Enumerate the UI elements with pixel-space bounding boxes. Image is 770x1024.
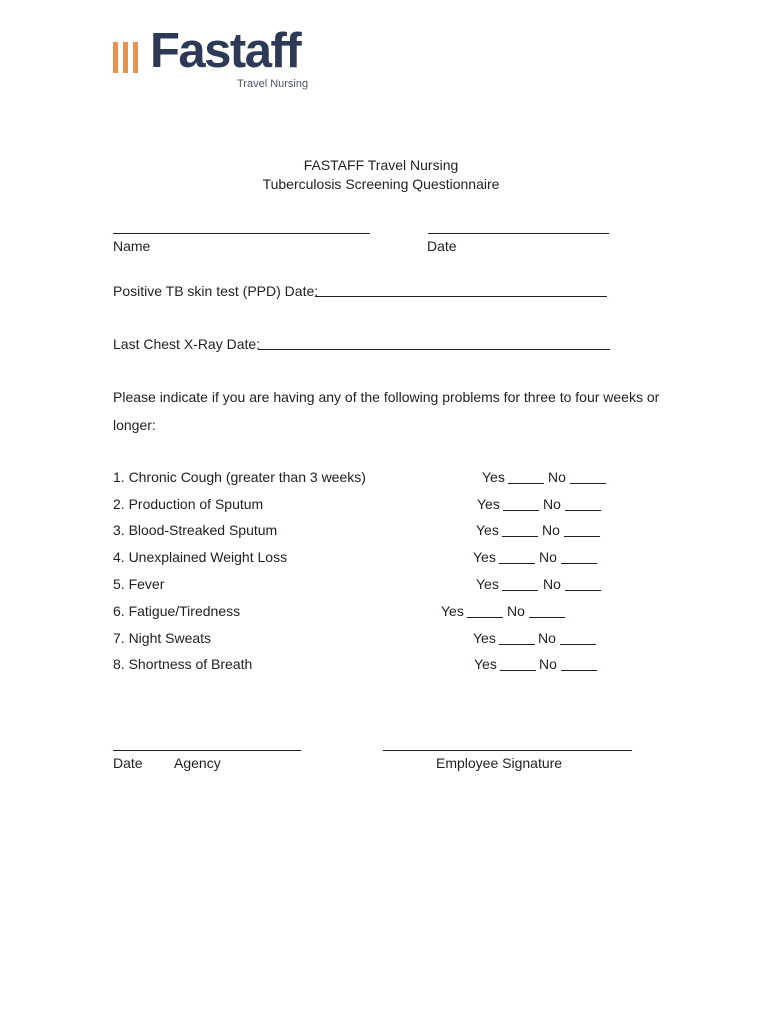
footer-agency-label: Agency	[174, 755, 221, 771]
question-text: 3. Blood-Streaked Sputum	[113, 522, 278, 538]
yes-blank[interactable]	[499, 644, 535, 645]
form-title: FASTAFF Travel Nursing	[303, 157, 459, 173]
no-blank[interactable]	[560, 644, 596, 645]
no-blank[interactable]	[564, 536, 600, 537]
ppd-date-field[interactable]	[315, 296, 607, 297]
date-label: Date	[427, 238, 457, 254]
question-text: 1. Chronic Cough (greater than 3 weeks)	[113, 469, 366, 485]
no-blank[interactable]	[561, 563, 597, 564]
logo-brand: Fastaff	[150, 24, 301, 78]
no-blank[interactable]	[565, 590, 601, 591]
yes-label: Yes	[441, 603, 464, 619]
name-label: Name	[113, 238, 151, 254]
yes-blank[interactable]	[503, 510, 539, 511]
xray-label: Last Chest X-Ray Date:	[113, 336, 261, 352]
ppd-label: Positive TB skin test (PPD) Date:	[113, 283, 319, 299]
date-field[interactable]	[428, 233, 609, 234]
form-subtitle: Tuberculosis Screening Questionnaire	[262, 176, 500, 192]
logo-tagline: Travel Nursing	[237, 78, 309, 90]
question-text: 8. Shortness of Breath	[113, 656, 253, 672]
yes-label: Yes	[473, 630, 496, 646]
employee-signature-label: Employee Signature	[436, 755, 563, 771]
no-blank[interactable]	[565, 510, 601, 511]
no-label: No	[548, 469, 566, 485]
yes-label: Yes	[477, 496, 500, 512]
no-label: No	[539, 656, 557, 672]
yes-label: Yes	[473, 549, 496, 565]
footer-date-label: Date	[113, 755, 143, 771]
question-text: 4. Unexplained Weight Loss	[113, 549, 288, 565]
yes-blank[interactable]	[500, 670, 536, 671]
no-blank[interactable]	[570, 483, 606, 484]
yes-blank[interactable]	[508, 483, 544, 484]
yes-blank[interactable]	[502, 536, 538, 537]
no-label: No	[539, 549, 557, 565]
no-label: No	[543, 496, 561, 512]
no-label: No	[543, 576, 561, 592]
question-text: 2. Production of Sputum	[113, 496, 264, 512]
yes-label: Yes	[474, 656, 497, 672]
instructions-line2: longer:	[113, 417, 156, 433]
yes-blank[interactable]	[502, 590, 538, 591]
no-label: No	[538, 630, 556, 646]
employee-signature-field[interactable]	[383, 750, 632, 751]
question-text: 6. Fatigue/Tiredness	[113, 603, 241, 619]
yes-label: Yes	[476, 576, 499, 592]
logo-bars-icon	[113, 42, 146, 73]
question-text: 5. Fever	[113, 576, 165, 592]
yes-blank[interactable]	[499, 563, 535, 564]
xray-date-field[interactable]	[258, 349, 610, 350]
name-field[interactable]	[113, 233, 370, 234]
yes-blank[interactable]	[467, 617, 503, 618]
no-label: No	[542, 522, 560, 538]
yes-label: Yes	[476, 522, 499, 538]
date-agency-field[interactable]	[113, 750, 301, 751]
no-label: No	[507, 603, 525, 619]
yes-label: Yes	[482, 469, 505, 485]
no-blank[interactable]	[561, 670, 597, 671]
question-text: 7. Night Sweats	[113, 630, 212, 646]
instructions-line1: Please indicate if you are having any of the following problems for three to four weeks or	[113, 389, 660, 405]
no-blank[interactable]	[529, 617, 565, 618]
